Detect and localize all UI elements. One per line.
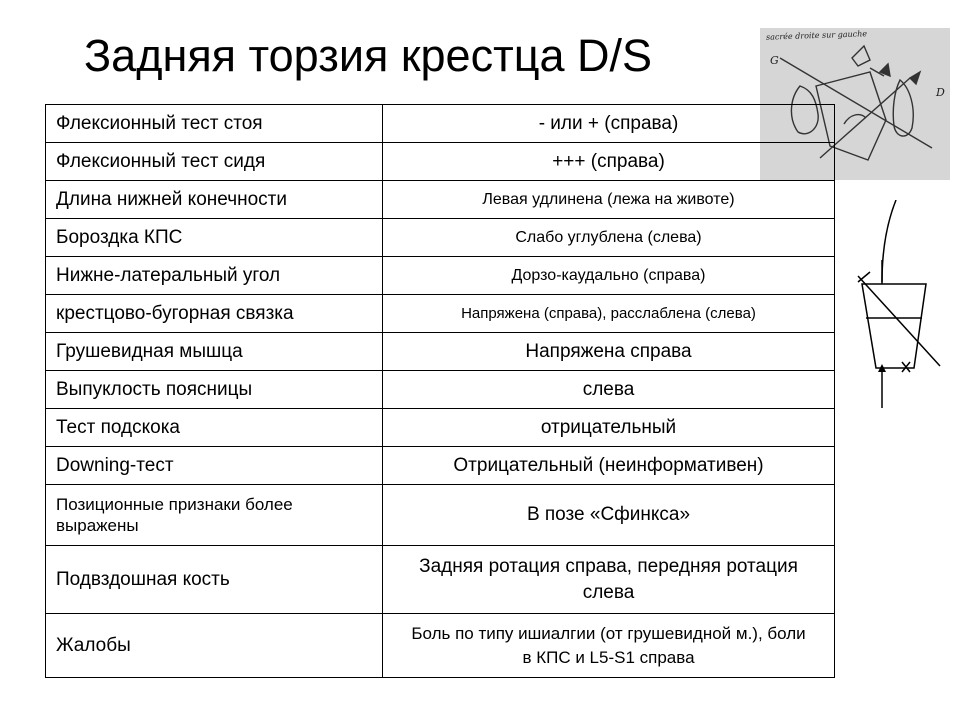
table-row	[46, 333, 835, 371]
row-parameter: Подвздошная кость	[46, 546, 383, 613]
table-row	[46, 447, 835, 485]
table-row	[46, 257, 835, 295]
row-parameter: Флексионный тест стоя	[46, 105, 383, 142]
row-value: отрицательный	[383, 409, 835, 446]
row-parameter: Тест подскока	[46, 409, 383, 446]
row-parameter: Нижне-латеральный угол	[46, 257, 383, 294]
row-value: Боль по типу ишиалгии (от грушевидной м.), боли в КПС и L5-S1 справа	[383, 614, 835, 677]
row-value: +++ (справа)	[383, 143, 835, 180]
table-row	[46, 143, 835, 181]
row-value: Левая удлинена (лежа на животе)	[383, 181, 835, 218]
sketch-letter-g: G	[770, 54, 779, 67]
table-row	[46, 546, 835, 614]
row-parameter: крестцово-бугорная связка	[46, 295, 383, 332]
row-parameter: Позиционные признаки более выражены	[46, 485, 383, 545]
table-row	[46, 219, 835, 257]
table-row	[46, 295, 835, 333]
slide-title: Задняя торзия крестца D/S	[84, 30, 653, 81]
table-row	[46, 371, 835, 409]
row-value: слева	[383, 371, 835, 408]
axis-curve-line	[882, 200, 896, 282]
row-value: Дорзо-каудально (справа)	[383, 257, 835, 294]
row-value: В позе «Сфинкса»	[383, 485, 835, 545]
row-value: Напряжена (справа), расслаблена (слева)	[383, 295, 835, 332]
row-parameter: Downing-тест	[46, 447, 383, 484]
sacral-axis-diagram	[848, 200, 944, 412]
row-value: - или + (справа)	[383, 105, 835, 142]
sketch-letter-d: D	[936, 86, 945, 99]
row-value: Отрицательный (неинформативен)	[383, 447, 835, 484]
table-row	[46, 409, 835, 447]
row-value: Задняя ротация справа, передняя ротация слева	[383, 546, 835, 613]
row-parameter: Длина нижней конечности	[46, 181, 383, 218]
row-parameter: Выпуклость поясницы	[46, 371, 383, 408]
table-row	[46, 614, 835, 677]
table-row	[46, 485, 835, 546]
row-parameter: Жалобы	[46, 614, 383, 677]
sacrum-trapezoid-shape	[862, 284, 926, 368]
row-parameter: Грушевидная мышца	[46, 333, 383, 370]
table-row	[46, 181, 835, 219]
findings-table	[45, 104, 835, 678]
torsion-axis-line	[858, 276, 940, 366]
row-parameter: Бороздка КПС	[46, 219, 383, 256]
table-row	[46, 105, 835, 143]
row-value: Слабо углублена (слева)	[383, 219, 835, 256]
sketch-caption: sacrée droite sur gauche	[765, 29, 868, 42]
row-parameter: Флексионный тест сидя	[46, 143, 383, 180]
row-value: Напряжена справа	[383, 333, 835, 370]
